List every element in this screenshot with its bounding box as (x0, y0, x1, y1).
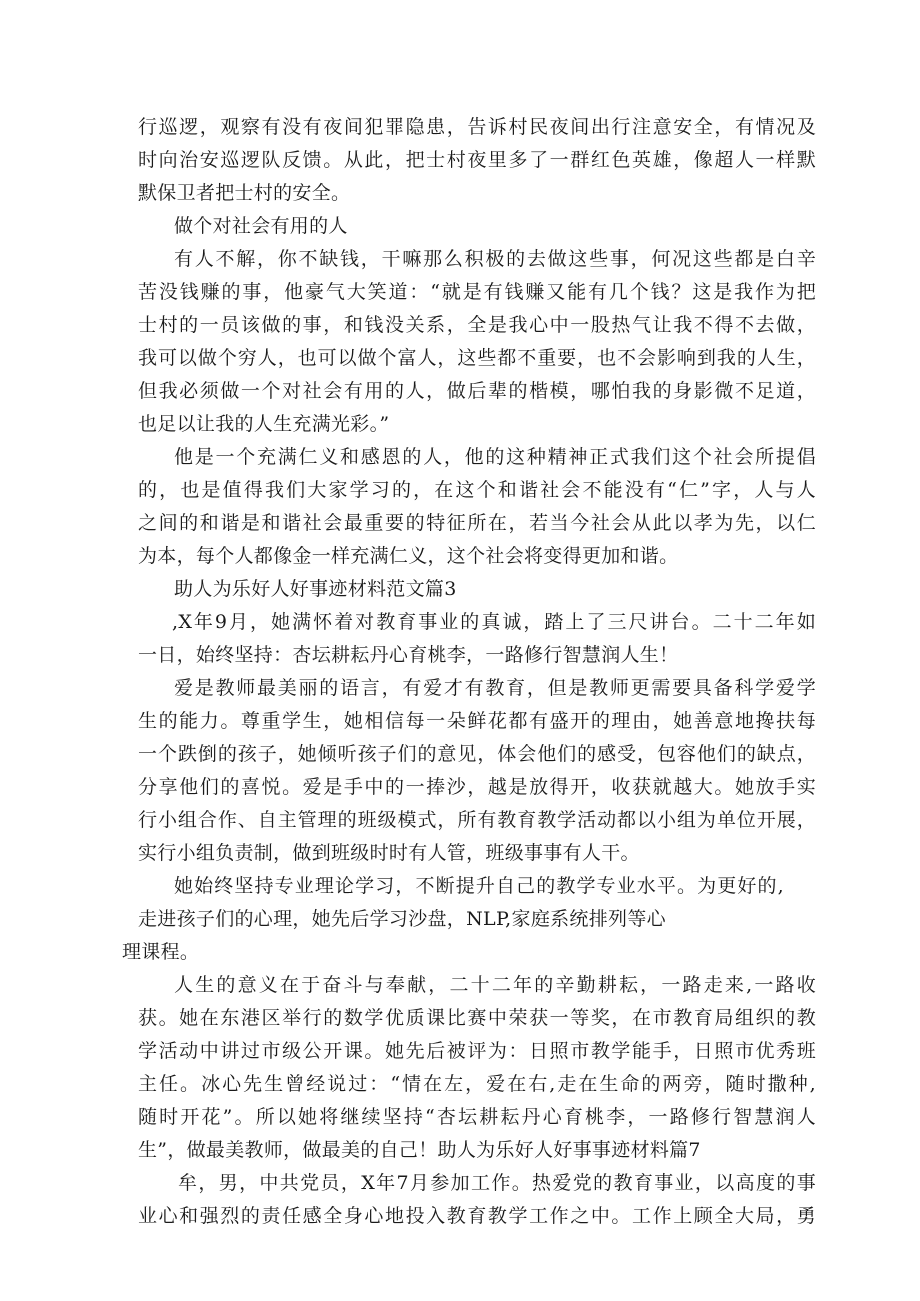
text-line: 业心和强烈的责任感全身心地投入教育教学工作之中。工作上顾全大局，勇 (138, 1205, 816, 1227)
text-line: 之间的和谐是和谐社会最重要的特征所在，若当今社会从此以孝为先，以仁 (138, 512, 816, 534)
section-heading: 助人为乐好人好事迹材料范文篇3 (174, 578, 457, 600)
text-line: 获。她在东港区举行的数学优质课比赛中荣获一等奖，在市教育局组织的教 (138, 1007, 816, 1029)
text-line: 一个跌倒的孩子，她倾听孩子们的意见，体会他们的感受，包容他们的缺点， (138, 743, 816, 765)
text-line: 生”，做最美教师，做最美的自己！助人为乐好人好事事迹材料篇7 (138, 1139, 701, 1161)
text-line: 学活动中讲过市级公开课。她先后被评为：日照市教学能手，日照市优秀班 (138, 1040, 816, 1062)
text-line: 为本，每个人都像金一样充满仁义，这个社会将变得更加和谐。 (138, 545, 679, 567)
text-line: 生的能力。尊重学生，她相信每一朵鲜花都有盛开的理由，她善意地搀扶每 (138, 710, 816, 732)
text-line: 但我必须做一个对社会有用的人，做后辈的楷模，哪怕我的身影微不足道， (138, 380, 816, 402)
text-line: 实行小组负责制，做到班级时时有人管，班级事事有人干。 (138, 842, 640, 864)
text-line: 主任。冰心先生曾经说过：“情在左，爱在右,走在生命的两旁，随时撒种, (138, 1073, 816, 1095)
text-line: 有人不解，你不缺钱，干嘛那么积极的去做这些事，何况这些都是白辛 (174, 248, 816, 270)
text-line: 人生的意义在于奋斗与奉献，二十二年的辛勤耕耘，一路走来,一路收 (174, 974, 816, 996)
text-line: 也足以让我的人生充满光彩。” (138, 413, 390, 435)
text-line: 我可以做个穷人，也可以做个富人，这些都不重要，也不会影响到我的人生， (138, 347, 816, 369)
text-line: 他是一个充满仁义和感恩的人，他的这种精神正式我们这个社会所提倡 (174, 446, 816, 468)
text-line: 默保卫者把士村的安全。 (138, 182, 351, 204)
text-line: 爱是教师最美丽的语言，有爱才有教育，但是教师更需要具备科学爱学 (174, 677, 816, 699)
text-line: 随时开花”。所以她将继续坚持“杏坛耕耘丹心育桃李，一路修行智慧润人 (138, 1106, 816, 1128)
text-line: ,X年9月，她满怀着对教育事业的真诚，踏上了三尺讲台。二十二年如 (172, 611, 816, 633)
text-line: 苦没钱赚的事，他豪气大笑道：“就是有钱赚又能有几个钱？这是我作为把 (138, 281, 816, 303)
text-line: 时向治安巡逻队反馈。从此，把士村夜里多了一群红色英雄，像超人一样默 (138, 149, 816, 171)
text-line: 理课程。 (122, 941, 200, 963)
text-line: 走进孩子们的心理，她先后学习沙盘，NLP,家庭系统排列等心 (138, 908, 666, 930)
text-line: 士村的一员该做的事，和钱没关系，全是我心中一股热气让我不得不去做， (138, 314, 816, 336)
text-line: 牟，男，中共党员，X年7月参加工作。热爱党的教育事业，以高度的事 (178, 1172, 816, 1194)
text-line: 分享他们的喜悦。爱是手中的一捧沙，越是放得开，收获就越大。她放手实 (138, 776, 816, 798)
section-heading: 做个对社会有用的人 (174, 215, 348, 237)
text-line: 的，也是值得我们大家学习的，在这个和谐社会不能没有“仁”字，人与人 (138, 479, 816, 501)
text-line: 一日，始终坚持：杏坛耕耘丹心育桃李，一路修行智慧润人生！ (138, 644, 679, 666)
text-line: 行巡逻，观察有没有夜间犯罪隐患，告诉村民夜间出行注意安全，有情况及 (138, 116, 816, 138)
text-line: 行小组合作、自主管理的班级模式，所有教育教学活动都以小组为单位开展， (138, 809, 816, 831)
text-line: 她始终坚持专业理论学习，不断提升自己的教学专业水平。为更好的, (174, 875, 784, 897)
